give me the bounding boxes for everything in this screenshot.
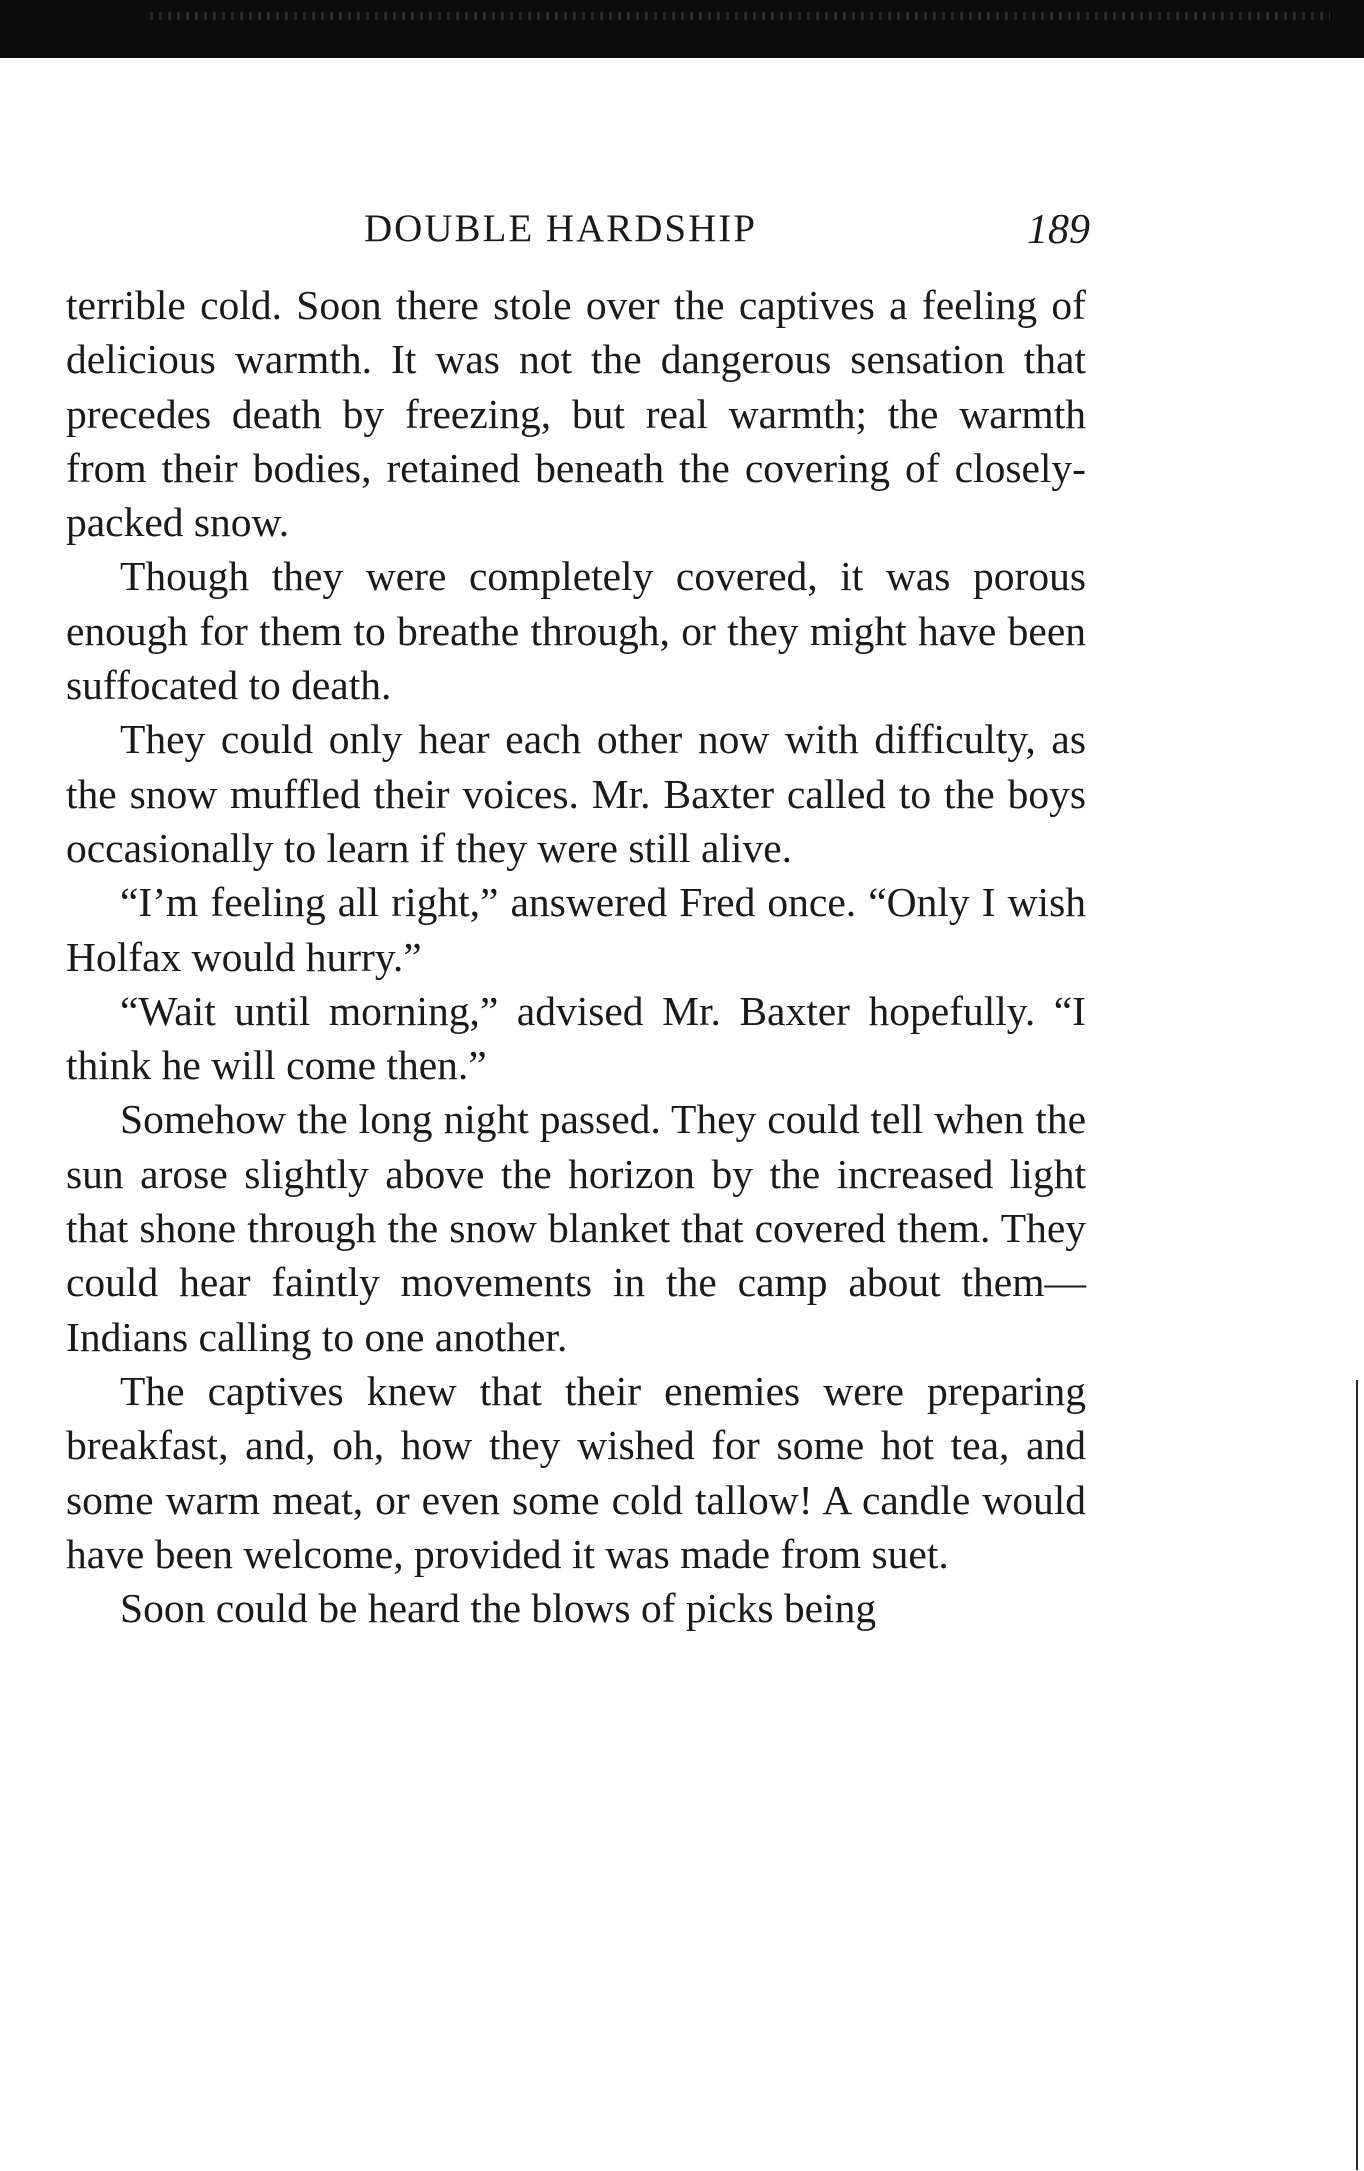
page-number: 189 bbox=[1027, 207, 1090, 253]
book-page bbox=[66, 200, 1090, 1635]
scan-border-top bbox=[0, 0, 1364, 58]
running-head bbox=[66, 200, 1090, 260]
paragraph: The captives knew that their enemies were preparing breakfast, and, oh, how they wished for some hot tea, and some warm meat, or even some cold tallow! A candle would have been welcome, provided it was made from suet. bbox=[66, 1367, 1086, 1577]
scan-border-right bbox=[1356, 1380, 1358, 2170]
paragraph: Soon could be heard the blows of picks being bbox=[120, 1585, 877, 1632]
paragraph: Somehow the long night passed. They could tell when the sun arose slightly above the horizon by the increased light that shone through the snow blanket that covered them. They could hear faintly movements in the camp about them—Indians calling to one another. bbox=[66, 1096, 1086, 1360]
body-text bbox=[66, 278, 1086, 1635]
paragraph: “I’m feeling all right,” answered Fred once. “Only I wish Holfax would hurry.” bbox=[66, 879, 1086, 980]
paragraph: They could only hear each other now with difficulty, as the snow muffled their voices. Mr. Baxter called to the boys occasionally to learn if they were still alive. bbox=[66, 716, 1086, 871]
paragraph: terrible cold. Soon there stole over the captives a feeling of delicious warmth. It was not the dangerous sensation that precedes death by freezing, but real warmth; the warmth from their bodies, retained beneath the covering of closely-packed snow. bbox=[66, 282, 1086, 546]
running-title: DOUBLE HARDSHIP bbox=[364, 207, 757, 250]
paragraph: “Wait until morning,” advised Mr. Baxter hopefully. “I think he will come then.” bbox=[66, 987, 1086, 1089]
paragraph: Though they were completely covered, it was porous enough for them to breathe through, or they might have been suffocated to death. bbox=[66, 553, 1086, 709]
scan-noise bbox=[150, 12, 1330, 20]
